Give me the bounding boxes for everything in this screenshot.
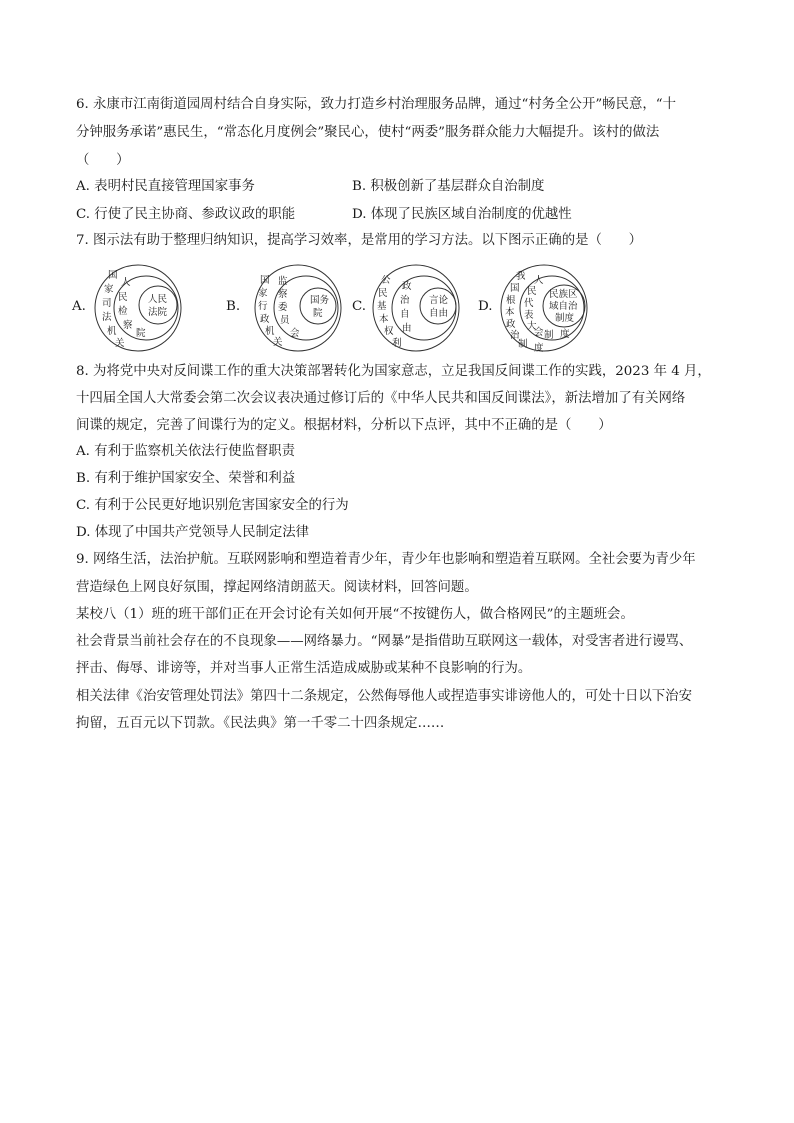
- q8-stem-line-1: 8. 为将党中央对反间谍工作的重大决策部署转化为国家意志，立足我国反间谍工作的实践，2023 年 4 月，: [76, 364, 711, 379]
- middle-char: 会: [534, 327, 544, 338]
- outer-char: 根: [506, 295, 516, 306]
- outer-char: 家: [104, 284, 114, 295]
- inner-text: 民族区: [549, 289, 578, 300]
- outer-char: 国: [260, 275, 270, 286]
- middle-char: 人: [534, 275, 544, 286]
- middle-char: 制: [544, 330, 554, 341]
- inner-text: 人民: [148, 294, 168, 305]
- outer-char: 民: [378, 288, 388, 299]
- middle-char: 民: [527, 286, 537, 297]
- middle-char: 员: [280, 315, 290, 326]
- inner-text: 言论: [429, 295, 449, 306]
- inner-text: 制度: [555, 313, 575, 324]
- middle-char: 由: [402, 323, 412, 334]
- q8-option-d: D. 体现了中国共产党领导人民制定法律: [76, 525, 310, 540]
- middle-char: 表: [524, 310, 534, 321]
- q9-line-1: 9. 网络生活，法治护航。互联网影响和塑造着青少年，青少年也影响和塑造着互联网。全社会要为青少年: [76, 552, 696, 567]
- inner-text: 法院: [148, 307, 168, 318]
- middle-char: 察: [278, 289, 288, 300]
- middle-char: 委: [278, 302, 288, 313]
- middle-char: 大: [527, 321, 537, 332]
- outer-char: 法: [102, 312, 112, 323]
- q6-stem-line-2: 分钟服务承诺”惠民生，“常态化月度例会”聚民心，使村“两委”服务群众能力大幅提升。该村的做法: [76, 125, 660, 140]
- middle-char: 检: [118, 306, 128, 317]
- outer-char: 公: [381, 275, 391, 286]
- inner-circle: [139, 286, 177, 324]
- outer-char: 家: [258, 288, 268, 299]
- q6-stem-line-1: 6. 永康市江南街道园周村结合自身实际，致力打造乡村治理服务品牌，通过“村务全公开”畅民意，“十: [76, 97, 676, 112]
- middle-char: 民: [118, 292, 128, 303]
- q6-stem-line-3: （ ）: [76, 153, 130, 168]
- inner-text: 国务: [310, 295, 330, 306]
- outer-char: 权: [384, 326, 394, 337]
- q8-stem-line-2: 十四届全国人大常委会第二次会议表决通过修订后的《中华人民共和国反间谍法》，新法增加了有关网络: [76, 391, 686, 406]
- outer-char: 治: [510, 330, 520, 341]
- middle-char: 治: [400, 295, 410, 306]
- middle-char: 代: [524, 298, 534, 309]
- q9-line-4: 社会背景当前社会存在的不良现象——网络暴力。“网暴”是指借助互联网这一载体，对受害者进行谩骂、: [76, 634, 693, 649]
- q8-option-b: B. 有利于维护国家安全、荣誉和利益: [76, 471, 296, 486]
- outer-char: 司: [102, 298, 112, 309]
- outer-char: 行: [258, 301, 268, 312]
- q7-diagram-b-letter: B.: [226, 299, 241, 314]
- inner-text: 自由: [429, 308, 449, 319]
- q8-stem-line-3: 间谍的规定，完善了间谍行为的定义。根据材料，分析以下点评，其中不正确的是（ ）: [76, 418, 612, 433]
- q7-diagram-b: [248, 263, 352, 353]
- middle-char: 政: [402, 281, 412, 292]
- outer-char: 制: [518, 339, 528, 350]
- q6-option-c: C. 行使了民主协商、参政议政的职能: [76, 207, 296, 222]
- middle-char: 自: [400, 309, 410, 320]
- outer-char: 本: [379, 314, 389, 325]
- inner-text: 域自治: [549, 301, 578, 312]
- outer-char: 政: [506, 319, 516, 330]
- middle-char: 度: [560, 329, 570, 340]
- outer-char: 关: [273, 337, 283, 348]
- q7-diagram-d: [494, 263, 598, 353]
- outer-char: 基: [377, 301, 387, 312]
- middle-char: 察: [123, 320, 133, 331]
- q7-stem: 7. 图示法有助于整理归纳知识，提高学习效率，是常用的学习方法。以下图示正确的是（ ）: [76, 233, 643, 248]
- inner-text: 院: [313, 308, 323, 319]
- outer-char: 利: [392, 338, 402, 349]
- q7-diagram-c: [366, 263, 470, 353]
- q7-diagram-a: [88, 263, 192, 353]
- q9-line-2: 营造绿色上网良好氛围，撑起网络清朗蓝天。阅读材料，回答问题。: [76, 580, 478, 595]
- outer-char: 机: [107, 326, 117, 337]
- q9-line-7: 拘留，五百元以下罚款。《民法典》第一千零二十四条规定……: [76, 716, 445, 731]
- q8-option-a: A. 有利于监察机关依法行使监督职责: [76, 444, 296, 459]
- outer-char: 政: [260, 314, 270, 325]
- middle-char: 人: [121, 277, 131, 288]
- outer-char: 关: [115, 338, 125, 349]
- q8-option-c: C. 有利于公民更好地识别危害国家安全的行为: [76, 498, 349, 513]
- q9-line-5: 抨击、侮辱、诽谤等，并对当事人正常生活造成威胁或某种不良影响的行为。: [76, 661, 532, 676]
- q7-diagram-d-letter: D.: [478, 299, 493, 314]
- q9-line-3: 某校八（1）班的班干部们正在开会讨论有关如何开展“不按键伤人，做合格网民”的主题班会。: [76, 607, 634, 622]
- outer-char: 我: [516, 271, 526, 282]
- q7-diagram-a-letter: A.: [72, 299, 86, 314]
- q6-option-a: A. 表明村民直接管理国家事务: [76, 179, 255, 194]
- q6-option-d: D. 体现了民族区域自治制度的优越性: [352, 207, 572, 222]
- middle-char: 院: [136, 328, 146, 339]
- outer-char: 国: [510, 283, 520, 294]
- outer-char: 度: [534, 343, 544, 353]
- q9-line-6: 相关法律《治安管理处罚法》第四十二条规定，公然侮辱他人或捏造事实诽谤他人的，可处十日以下治安: [76, 689, 692, 704]
- outer-char: 机: [265, 326, 275, 337]
- outer-char: 本: [505, 307, 515, 318]
- q7-diagram-c-letter: C.: [352, 299, 367, 314]
- middle-char: 会: [290, 328, 300, 339]
- middle-char: 监: [278, 276, 288, 287]
- outer-char: 国: [108, 270, 118, 281]
- q6-option-b: B. 积极创新了基层群众自治制度: [352, 179, 545, 194]
